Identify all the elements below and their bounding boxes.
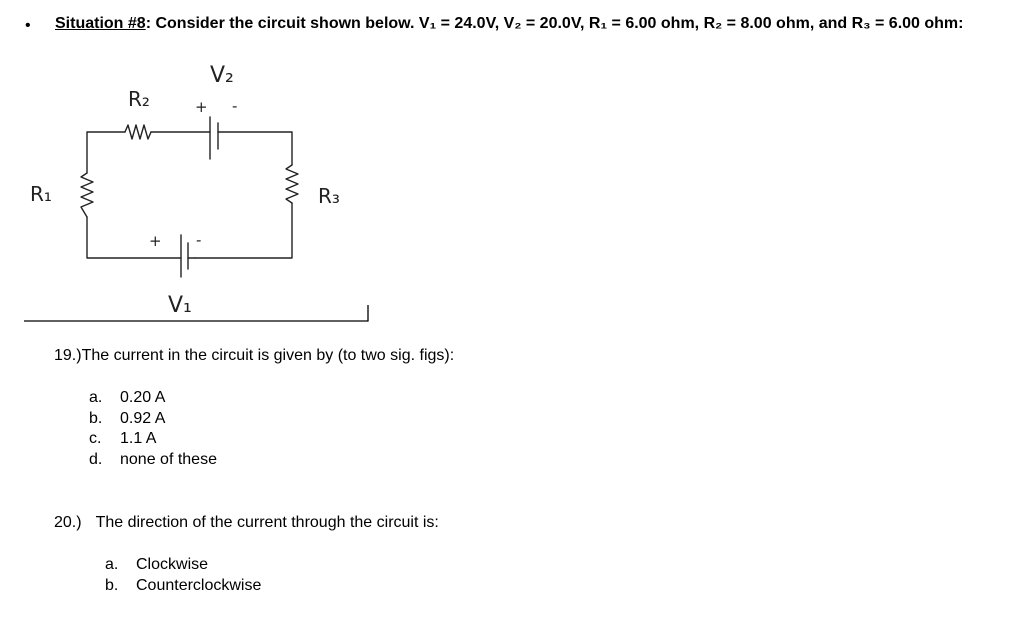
option-text: 1.1 A <box>120 430 157 447</box>
option-20b <box>105 576 261 597</box>
v1-plus-sign: + <box>149 232 162 250</box>
r1-label: R₁ <box>30 182 52 206</box>
option-letter: d. <box>89 450 103 468</box>
v1-label: V₁ <box>168 293 192 318</box>
resistor-r1 <box>81 173 93 217</box>
question-number: 20.) <box>54 514 82 531</box>
v1-minus-sign: - <box>196 231 202 249</box>
v2-minus-sign: - <box>232 97 238 115</box>
list-bullet: • <box>25 17 31 34</box>
resistor-r3 <box>286 165 298 203</box>
situation-label: Situation #8 <box>55 15 146 32</box>
option-text: 0.20 A <box>120 389 166 406</box>
circuit-wires <box>81 117 298 277</box>
option-19d <box>89 450 217 471</box>
question-20 <box>54 513 439 533</box>
option-text: none of these <box>120 450 217 468</box>
problem-statement: : Consider the circuit shown below. V₁ = 24.0V, V₂ = 20.0V, R₁ = 6.00 ohm, R₂ = 8.00 ohm, and R₃ = 6.00 ohm: <box>145 15 964 32</box>
question-19-options <box>89 388 217 470</box>
option-letter: b. <box>89 409 103 427</box>
r2-label: R₂ <box>128 87 150 111</box>
v2-plus-sign: + <box>195 98 208 116</box>
circuit-diagram <box>20 55 380 330</box>
problem-heading <box>55 13 1015 34</box>
option-19c <box>89 429 217 450</box>
option-19a <box>89 388 217 409</box>
question-text: The direction of the current through the circuit is: <box>95 514 439 531</box>
r3-label: R₃ <box>318 184 340 208</box>
option-20a <box>105 555 261 576</box>
question-text: The current in the circuit is given by (to two sig. figs): <box>81 347 455 364</box>
v2-label: V₂ <box>210 63 234 88</box>
question-number: 19.) <box>54 347 82 364</box>
option-text: Counterclockwise <box>136 576 262 594</box>
option-letter: c. <box>89 430 102 447</box>
option-text: Clockwise <box>136 556 209 573</box>
option-letter: b. <box>105 576 119 594</box>
question-19 <box>54 346 454 366</box>
option-letter: a. <box>89 389 103 406</box>
question-20-options <box>105 555 261 596</box>
option-letter: a. <box>105 556 119 573</box>
option-19b <box>89 409 217 430</box>
option-text: 0.92 A <box>120 409 166 427</box>
resistor-r2 <box>125 125 151 139</box>
